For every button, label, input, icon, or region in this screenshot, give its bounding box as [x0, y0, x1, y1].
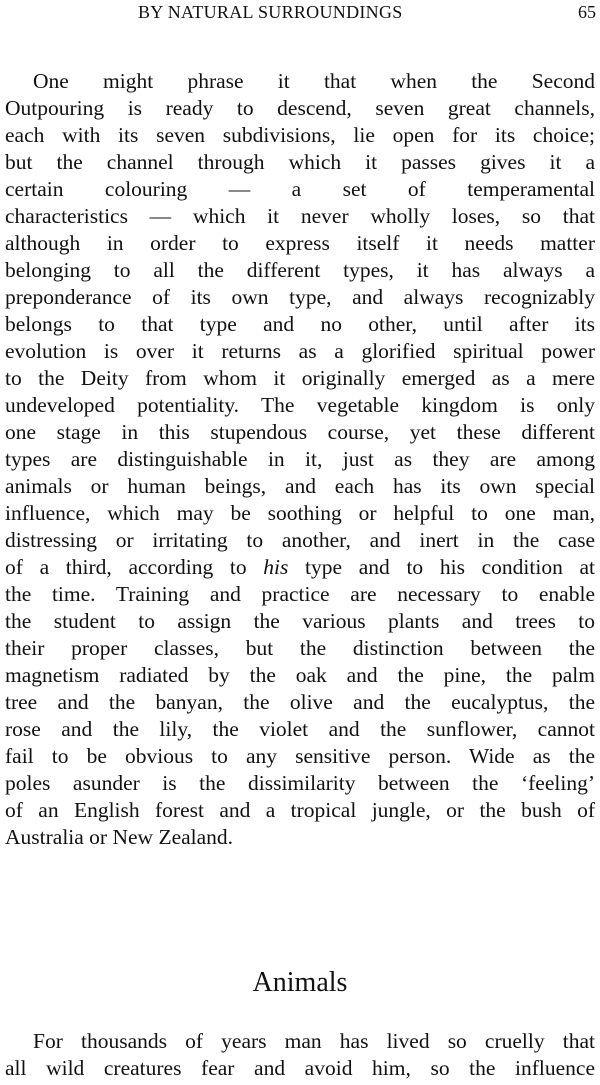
text-segment: of a third, according to [5, 555, 247, 579]
text-line: all wild creatures fear and avoid him, so the influence [5, 1056, 595, 1080]
text-line: poles asunder is the dissimilarity between the ‘feeling’ [5, 771, 595, 795]
section-heading: Animals [252, 967, 348, 998]
text-line: certain colouring — a set of temperamental [5, 177, 595, 201]
text-segment: type and to his condition at [305, 555, 596, 579]
text-line: types are distinguishable in it, just as they are among [5, 447, 595, 471]
text-line: characteristics — which it never wholly loses, so that [5, 204, 595, 228]
text-line: of an English forest and a tropical jungle, or the bush of [5, 798, 595, 822]
emphasis-his: his [263, 555, 289, 579]
text-line: to the Deity from whom it originally emerged as a mere [5, 366, 595, 390]
text-line: but the channel through which it passes gives it a [5, 150, 595, 174]
text-line-with-emphasis [5, 554, 595, 581]
text-line: tree and the banyan, the olive and the eucalyptus, the [5, 690, 595, 714]
text-line: each with its seven subdivisions, lie open for its choice; [5, 123, 595, 147]
text-line: their proper classes, but the distinction between the [5, 636, 595, 660]
running-header [0, 2, 600, 26]
text-line: belongs to that type and no other, until after its [5, 312, 595, 336]
text-line: fail to be obvious to any sensitive person. Wide as the [5, 744, 595, 768]
text-line: animals or human beings, and each has its own special [5, 474, 595, 498]
text-line: belonging to all the different types, it has always a [5, 258, 595, 282]
text-line: one stage in this stupendous course, yet these different [5, 420, 595, 444]
text-line: magnetism radiated by the oak and the pine, the palm [5, 663, 595, 687]
text-line: influence, which may be soothing or helpful to one man, [5, 501, 595, 525]
text-line: undeveloped potentiality. The vegetable kingdom is only [5, 393, 595, 417]
text-line: preponderance of its own type, and always recognizably [5, 285, 595, 309]
paragraph-plants [5, 68, 595, 851]
paragraph-animals [5, 1028, 595, 1082]
text-line: evolution is over it returns as a glorified spiritual power [5, 339, 595, 363]
text-line: Outpouring is ready to descend, seven great channels, [5, 96, 595, 120]
text-line: the student to assign the various plants and trees to [5, 609, 595, 633]
text-line: One might phrase it that when the Second [33, 69, 595, 93]
text-line: rose and the lily, the violet and the sunflower, cannot [5, 717, 595, 741]
text-line: Australia or New Zealand. [5, 825, 234, 849]
text-line: distressing or irritating to another, and inert in the case [5, 528, 595, 552]
page-number: 65 [578, 2, 596, 22]
running-title: BY NATURAL SURROUNDINGS [138, 2, 403, 22]
text-line: the time. Training and practice are necessary to enable [5, 582, 595, 606]
text-line: For thousands of years man has lived so cruelly that [33, 1029, 595, 1053]
text-line: although in order to express itself it needs matter [5, 231, 595, 255]
